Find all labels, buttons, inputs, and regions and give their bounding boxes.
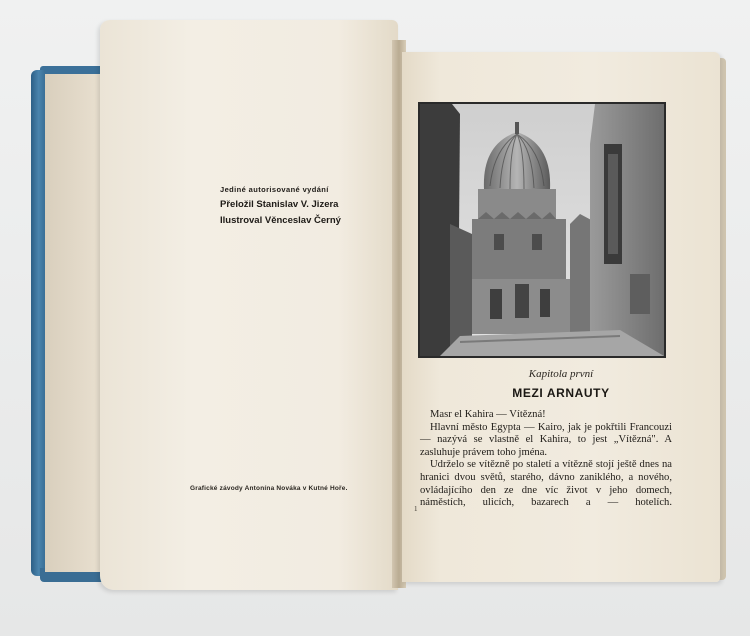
- left-page: [100, 20, 398, 590]
- edition-note: Jediné autorisované vydání: [220, 185, 329, 194]
- chapter-title: MEZI ARNAUTY: [512, 386, 610, 400]
- book-spine: [31, 70, 45, 576]
- translator-credit: Přeložil Stanislav V. Jizera: [220, 199, 339, 210]
- chapter-text: [420, 409, 672, 510]
- paragraph: Hlavní město Egypta — Kairo, jak je pokřtili Francouzi — nazývá se vlastně el Kahira, to jest „Vítězná". A zasluhuje právem toho jména.: [420, 421, 672, 458]
- paragraph: Udrželo se vítězně po staletí a vítězně stojí ještě dnes na hranici dvou světů, starého, dávno zaniklého, a nového, ovládajícího den ze dne víc život v jeho domech, náměstích, ulicích, bazarech a — hotelích.: [420, 459, 672, 509]
- chapter-label: Kapitola první: [528, 368, 594, 380]
- paragraph: Masr el Kahira — Vítězná!: [430, 409, 546, 420]
- page-mark: 1: [414, 505, 418, 513]
- credits-block: [220, 185, 380, 226]
- mosque-illustration: [418, 102, 666, 358]
- illustrator-credit: Ilustroval Věnceslav Černý: [220, 215, 341, 226]
- printer-imprint: Grafické závody Antonína Nováka v Kutné Hoře.: [190, 485, 348, 492]
